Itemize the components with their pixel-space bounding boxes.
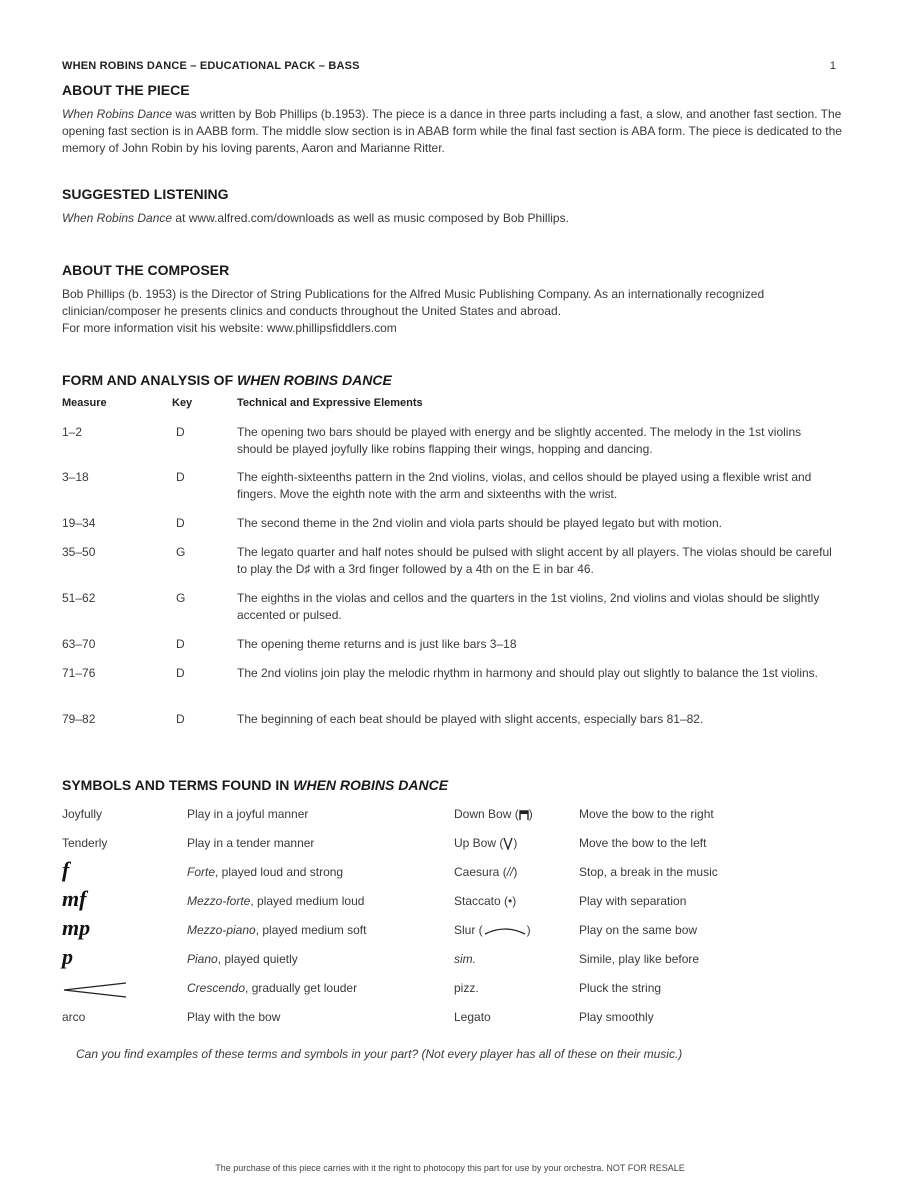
term-staccato	[454, 894, 516, 908]
term-caesura-close: )	[513, 865, 518, 879]
term-name: Mezzo-forte	[187, 894, 251, 908]
term-meaning: , played medium loud	[250, 894, 365, 908]
composer-text	[62, 286, 802, 337]
mezzo-piano-symbol: mp	[62, 915, 91, 940]
slur-icon	[483, 926, 527, 936]
term-description: Play in a tender manner	[187, 836, 315, 850]
term-slur	[454, 923, 531, 937]
row-key: D	[176, 425, 185, 439]
column-key: Key	[172, 397, 193, 409]
term-arco: arco	[62, 1010, 86, 1024]
term-description: Move the bow to the left	[579, 836, 707, 850]
term-pizz: pizz.	[454, 981, 479, 995]
row-key: D	[176, 666, 185, 680]
row-measure: 3–18	[62, 470, 89, 484]
row-elements: The opening two bars should be played with energy and be slightly accented. The melody in the 1st violins should be played joyfully like robins flapping their wings, hopping and dancing.	[237, 425, 802, 456]
symbol-row	[0, 803, 900, 827]
term-meaning: , gradually get louder	[245, 981, 358, 995]
row-key: G	[176, 545, 186, 559]
row-elements: The 2nd violins join play the melodic rhythm in harmony and should play out slightly to balance the 1st violins.	[237, 666, 818, 680]
term-description: Stop, a break in the music	[579, 865, 718, 879]
term-description: Pluck the string	[579, 981, 662, 995]
term-down-bow-close: )	[528, 807, 533, 821]
header-title: WHEN ROBINS DANCE – EDUCATIONAL PACK – BASS	[62, 60, 360, 72]
term-staccato-close: )	[512, 894, 517, 908]
term-name: Crescendo	[187, 981, 246, 995]
term-name: Forte	[187, 865, 216, 879]
symbol-row	[0, 886, 900, 914]
term-name: Mezzo-piano	[187, 923, 256, 937]
row-measure: 1–2	[62, 425, 83, 439]
term-caesura-label: Caesura (	[454, 865, 507, 879]
row-elements: The eighth-sixteenths pattern in the 2nd violins, violas, and cellos should be played using a flexible wrist and fingers. Move the eighth note with the arm and sixteenths with the wrist.	[237, 470, 812, 501]
column-measure: Measure	[62, 397, 107, 409]
row-measure: 71–76	[62, 666, 96, 680]
footer-note: The purchase of this piece carries with it the right to photocopy this part for use by your orchestra. NOT FOR RESALE	[215, 1163, 685, 1173]
row-key: D	[176, 516, 185, 530]
term-description: Simile, play like before	[579, 952, 700, 966]
term-meaning: , played loud and strong	[215, 865, 344, 879]
term-slur-label: Slur (	[454, 923, 483, 937]
row-elements: The second theme in the 2nd violin and viola parts should be played legato but with motion.	[237, 516, 722, 530]
about-piece-body: was written by Bob Phillips (b.1953). The piece is a dance in three parts including a fast, a slow, and another fast section. The opening fast section is in AABB form. The middle slow section is in ABAB form while the final fast section is ABA form. The piece is dedicated to the memory of John Robin by his loving parents, Aaron and Marianne Ritter.	[62, 107, 842, 155]
forte-symbol: f	[62, 857, 70, 882]
term-joyfully: Joyfully	[62, 807, 103, 821]
composer-heading: ABOUT THE COMPOSER	[62, 262, 230, 278]
term-legato: Legato	[454, 1010, 491, 1024]
term-meaning: , played medium soft	[255, 923, 367, 937]
term-slur-close: )	[526, 923, 531, 937]
piano-symbol: p	[62, 944, 73, 969]
term-description	[187, 894, 364, 908]
symbols-heading-prefix: SYMBOLS AND TERMS FOUND IN	[62, 777, 294, 793]
row-elements: The opening theme returns and is just like bars 3–18	[237, 637, 517, 651]
row-measure: 51–62	[62, 591, 96, 605]
row-key: D	[176, 637, 185, 651]
symbol-row	[0, 857, 900, 885]
term-down-bow	[454, 807, 533, 821]
term-description: Play in a joyful manner	[187, 807, 309, 821]
form-heading-prefix: FORM AND ANALYSIS OF	[62, 372, 238, 388]
caesura-icon: //	[506, 865, 514, 879]
row-elements: The beginning of each beat should be played with slight accents, especially bars 81–82.	[237, 712, 704, 726]
term-description	[187, 952, 298, 966]
row-measure: 63–70	[62, 637, 96, 651]
term-up-bow-label: Up Bow (	[454, 836, 504, 850]
row-measure: 19–34	[62, 516, 96, 530]
row-key: G	[176, 591, 186, 605]
about-piece-text	[62, 106, 842, 157]
down-bow-icon	[519, 809, 529, 821]
term-down-bow-label: Down Bow (	[454, 807, 519, 821]
up-bow-icon	[503, 837, 513, 850]
term-description: Play with separation	[579, 894, 687, 908]
term-meaning: , played quietly	[217, 952, 298, 966]
staccato-icon: •	[508, 894, 513, 908]
listening-title: When Robins Dance	[62, 211, 173, 225]
symbol-row	[0, 915, 900, 943]
term-caesura	[454, 865, 517, 879]
symbols-heading	[62, 777, 448, 793]
row-measure: 79–82	[62, 712, 96, 726]
term-tenderly: Tenderly	[62, 836, 108, 850]
row-elements: The legato quarter and half notes should be pulsed with slight accent by all players. The violas should be careful to play the D♯ with a 3rd finger followed by a 4th on the E in bar 46.	[237, 545, 832, 576]
symbol-row	[0, 1006, 900, 1030]
form-heading-title: WHEN ROBINS DANCE	[237, 372, 392, 388]
term-description: Play on the same bow	[579, 923, 698, 937]
about-piece-heading: ABOUT THE PIECE	[62, 82, 190, 98]
term-description	[187, 981, 357, 995]
term-up-bow-close: )	[513, 836, 518, 850]
term-description	[187, 923, 366, 937]
form-heading	[62, 372, 392, 388]
term-staccato-label: Staccato (	[454, 894, 509, 908]
term-simile: sim.	[454, 952, 476, 966]
listening-body: at www.alfred.com/downloads as well as music composed by Bob Phillips.	[172, 211, 569, 225]
symbol-row	[0, 832, 900, 856]
crescendo-symbol	[62, 981, 128, 1002]
row-key: D	[176, 470, 185, 484]
row-measure: 35–50	[62, 545, 96, 559]
symbol-row	[0, 944, 900, 972]
row-key: D	[176, 712, 185, 726]
listening-text	[62, 210, 842, 227]
composer-bio: Bob Phillips (b. 1953) is the Director of String Publications for the Alfred Music Publishing Company. As an internationally recognized clinician/composer he presents clinics and conducts throughout the United States and abroad.	[62, 287, 765, 318]
term-name: Piano	[187, 952, 218, 966]
symbols-heading-title: WHEN ROBINS DANCE	[293, 777, 449, 793]
symbol-row	[0, 977, 900, 1001]
closing-question: Can you find examples of these terms and symbols in your part? (Not every player has all of these on their music.)	[76, 1047, 683, 1061]
term-description	[187, 865, 343, 879]
term-up-bow	[454, 836, 517, 850]
listening-heading: SUGGESTED LISTENING	[62, 186, 229, 202]
mezzo-forte-symbol: mf	[62, 886, 87, 911]
crescendo-hairpin-icon	[62, 981, 128, 999]
composer-website: For more information visit his website: www.phillipsfiddlers.com	[62, 321, 397, 335]
term-description: Play with the bow	[187, 1010, 281, 1024]
page-number: 1	[829, 60, 836, 72]
piece-title: When Robins Dance	[62, 107, 173, 121]
row-elements: The eighths in the violas and cellos and the quarters in the 1st violins, 2nd violins and violas should be slightly accented or pulsed.	[237, 591, 820, 622]
term-description: Move the bow to the right	[579, 807, 714, 821]
term-description: Play smoothly	[579, 1010, 654, 1024]
column-elements: Technical and Expressive Elements	[237, 397, 423, 409]
